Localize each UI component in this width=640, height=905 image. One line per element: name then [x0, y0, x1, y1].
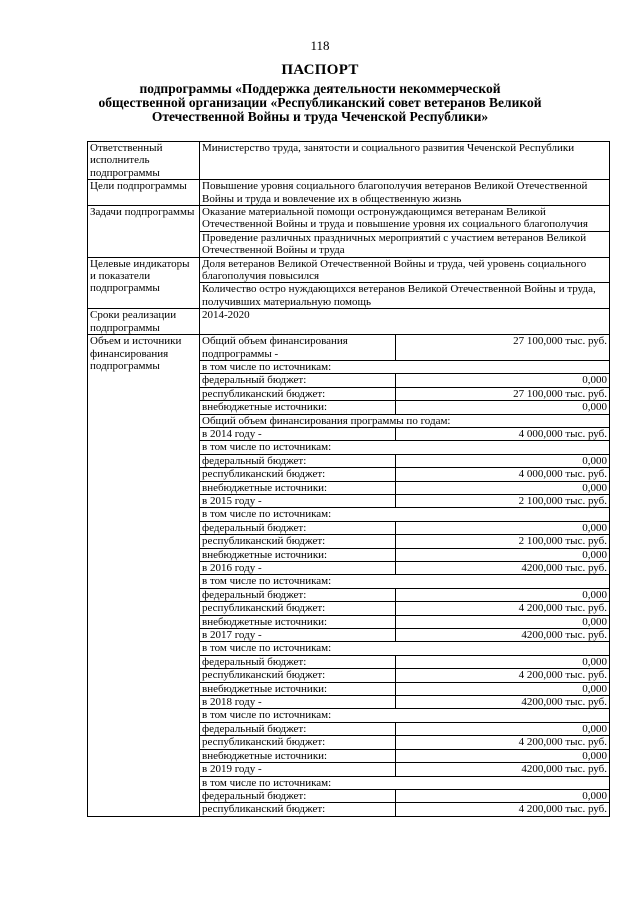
row-value-period: 2014-2020: [200, 309, 610, 335]
year-republic-label: республиканский бюджет:: [200, 669, 396, 682]
year-republic-value: 2 100,000 тыс. руб.: [396, 535, 610, 548]
row-label-tasks: Задачи подпрограммы: [88, 206, 200, 258]
year-republic-value: 4 200,000 тыс. руб.: [396, 803, 610, 816]
finance-by-years-label: Общий объем финансирования программы по годам:: [200, 414, 610, 427]
year-republic-value: 4 200,000 тыс. руб.: [396, 736, 610, 749]
year-offbudget-value: 0,000: [396, 481, 610, 494]
year-label: в 2017 году -: [200, 629, 396, 642]
year-republic-label: республиканский бюджет:: [200, 535, 396, 548]
row-label-finance: Объем и источники финансирования подпрограммы: [88, 335, 200, 817]
finance-total-label: Общий объем финансирования подпрограммы -: [200, 335, 396, 361]
year-offbudget-label: внебюджетные источники:: [200, 749, 396, 762]
year-republic-value: 4 200,000 тыс. руб.: [396, 669, 610, 682]
year-offbudget-label: внебюджетные источники:: [200, 548, 396, 561]
table-row: [88, 180, 610, 206]
year-offbudget-value: 0,000: [396, 548, 610, 561]
year-offbudget-value: 0,000: [396, 749, 610, 762]
year-sources-label: в том числе по источникам:: [200, 441, 610, 454]
table-row: [88, 257, 610, 283]
year-federal-label: федеральный бюджет:: [200, 588, 396, 601]
year-label: в 2019 году -: [200, 763, 396, 776]
row-label-executor: Ответственный исполнитель подпрограммы: [88, 142, 200, 180]
subtitle-line: общественной организации «Республиканский совет ветеранов Великой: [98, 95, 542, 110]
year-republic-value: 4 000,000 тыс. руб.: [396, 468, 610, 481]
year-label: в 2015 году -: [200, 494, 396, 507]
year-offbudget-label: внебюджетные источники:: [200, 481, 396, 494]
year-republic-label: республиканский бюджет:: [200, 803, 396, 816]
year-total: 4200,000 тыс. руб.: [396, 696, 610, 709]
year-total: 4200,000 тыс. руб.: [396, 562, 610, 575]
table-row: [88, 142, 610, 180]
finance-federal-value: 0,000: [396, 374, 610, 387]
row-value-executor: Министерство труда, занятости и социального развития Чеченской Республики: [200, 142, 610, 180]
year-federal-label: федеральный бюджет:: [200, 521, 396, 534]
finance-offbudget-value: 0,000: [396, 401, 610, 414]
row-label-indicators: Целевые индикаторы и показатели подпрограммы: [88, 257, 200, 309]
finance-republic-label: республиканский бюджет:: [200, 387, 396, 400]
row-value-task-1: Оказание материальной помощи остронуждающимся ветеранам Великой Отечественной Войны и труда и повышение уровня их социального благополучия: [200, 206, 610, 232]
row-value-indicator-2: Количество остро нуждающихся ветеранов Великой Отечественной Войны и труда, получивших материальную помощь: [200, 283, 610, 309]
finance-total-value: 27 100,000 тыс. руб.: [396, 335, 610, 361]
finance-federal-label: федеральный бюджет:: [200, 374, 396, 387]
passport-table: [87, 141, 610, 817]
subtitle-line: подпрограммы «Поддержка деятельности некоммерческой: [139, 81, 501, 96]
year-total: 4200,000 тыс. руб.: [396, 629, 610, 642]
year-sources-label: в том числе по источникам:: [200, 776, 610, 789]
year-sources-label: в том числе по источникам:: [200, 642, 610, 655]
year-federal-label: федеральный бюджет:: [200, 655, 396, 668]
row-value-task-2: Проведение различных праздничных мероприятий с участием ветеранов Великой Отечественной Войны и труда: [200, 231, 610, 257]
table-row: [88, 206, 610, 232]
year-offbudget-label: внебюджетные источники:: [200, 615, 396, 628]
row-value-indicator-1: Доля ветеранов Великой Отечественной Войны и труда, чей уровень социального благополучия повысился: [200, 257, 610, 283]
finance-offbudget-label: внебюджетные источники:: [200, 401, 396, 414]
year-total: 4200,000 тыс. руб.: [396, 763, 610, 776]
table-row: [88, 309, 610, 335]
year-federal-value: 0,000: [396, 722, 610, 735]
year-sources-label: в том числе по источникам:: [200, 709, 610, 722]
row-label-goals: Цели подпрограммы: [88, 180, 200, 206]
page-number: 118: [310, 38, 330, 53]
row-label-period: Сроки реализации подпрограммы: [88, 309, 200, 335]
year-offbudget-value: 0,000: [396, 682, 610, 695]
year-sources-label: в том числе по источникам:: [200, 575, 610, 588]
year-federal-value: 0,000: [396, 789, 610, 802]
year-total: 4 000,000 тыс. руб.: [396, 427, 610, 440]
year-federal-value: 0,000: [396, 454, 610, 467]
year-offbudget-value: 0,000: [396, 615, 610, 628]
year-label: в 2014 году -: [200, 427, 396, 440]
year-sources-label: в том числе по источникам:: [200, 508, 610, 521]
year-federal-label: федеральный бюджет:: [200, 722, 396, 735]
table-row: [88, 335, 610, 361]
row-value-goals: Повышение уровня социального благополучия ветеранов Великой Отечественной Войны и труда и вовлечение их в общественную жизнь: [200, 180, 610, 206]
year-republic-label: республиканский бюджет:: [200, 602, 396, 615]
year-total: 2 100,000 тыс. руб.: [396, 494, 610, 507]
year-republic-label: республиканский бюджет:: [200, 736, 396, 749]
year-republic-value: 4 200,000 тыс. руб.: [396, 602, 610, 615]
document-subtitle: [70, 82, 570, 124]
year-federal-label: федеральный бюджет:: [200, 789, 396, 802]
finance-sources-label: в том числе по источникам:: [200, 360, 610, 373]
year-federal-value: 0,000: [396, 655, 610, 668]
year-label: в 2016 году -: [200, 562, 396, 575]
year-label: в 2018 году -: [200, 696, 396, 709]
finance-republic-value: 27 100,000 тыс. руб.: [396, 387, 610, 400]
document-title: ПАСПОРТ: [281, 62, 359, 78]
year-offbudget-label: внебюджетные источники:: [200, 682, 396, 695]
subtitle-line: Отечественной Войны и труда Чеченской Республики»: [151, 109, 489, 124]
year-federal-value: 0,000: [396, 521, 610, 534]
year-federal-value: 0,000: [396, 588, 610, 601]
passport-table-body: [88, 142, 610, 817]
year-republic-label: республиканский бюджет:: [200, 468, 396, 481]
year-federal-label: федеральный бюджет:: [200, 454, 396, 467]
